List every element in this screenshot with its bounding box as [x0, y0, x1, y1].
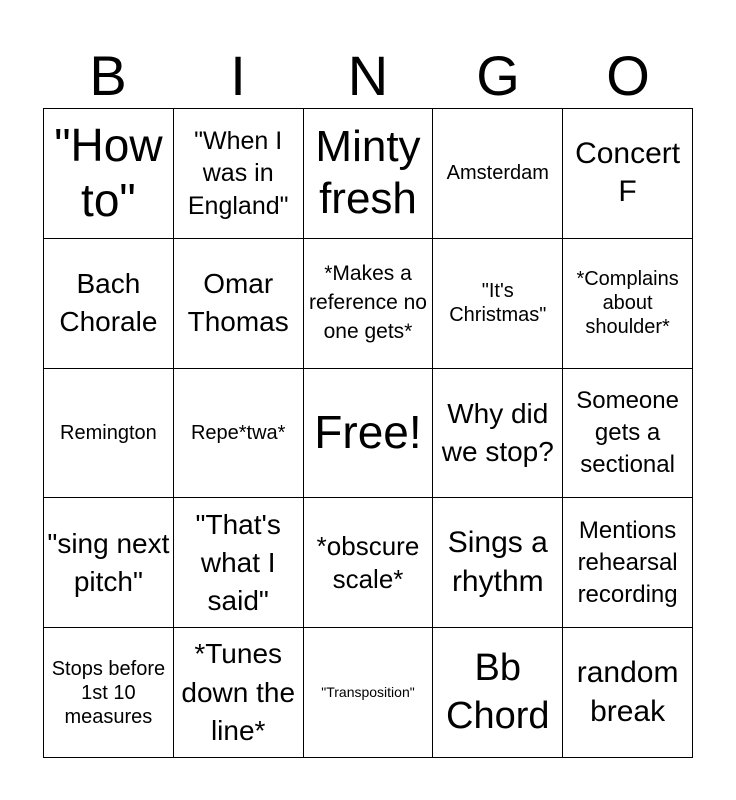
cell-text: *Tunes down the line*	[181, 638, 296, 746]
bingo-header	[43, 44, 693, 108]
cell-text: Remington	[60, 421, 157, 444]
header-letter-g: G	[476, 44, 520, 107]
cell-text: Concert F	[575, 137, 681, 209]
bingo-cell[interactable]	[304, 628, 434, 758]
bingo-cell[interactable]	[174, 239, 304, 369]
cell-text: Sings a rhythm	[447, 526, 548, 598]
cell-text: "sing next pitch"	[47, 527, 170, 597]
bingo-cell[interactable]	[44, 369, 174, 499]
header-letter-n: N	[347, 44, 389, 107]
cell-text: Repe*twa*	[190, 421, 286, 444]
bingo-cell[interactable]	[304, 498, 434, 628]
cell-text: *obscure scale*	[316, 530, 420, 594]
bingo-cell[interactable]	[433, 628, 563, 758]
bingo-cell[interactable]	[174, 628, 304, 758]
header-letter-b: B	[89, 44, 127, 107]
bingo-cell[interactable]	[304, 369, 434, 499]
header-letter-o: O	[606, 44, 650, 107]
cell-text: random break	[576, 656, 679, 728]
bingo-cell[interactable]	[563, 239, 693, 369]
bingo-cell[interactable]	[44, 109, 174, 239]
cell-text: *Makes a reference no one gets*	[309, 261, 427, 343]
cell-text: "How to"	[54, 119, 163, 227]
cell-text: "That's what I said"	[195, 508, 281, 616]
cell-text: Amsterdam	[446, 162, 549, 185]
bingo-cell[interactable]	[174, 369, 304, 499]
cell-text: Bach Chorale	[59, 268, 158, 338]
cell-text: *Complains about shoulder*	[576, 268, 679, 339]
cell-text: Minty fresh	[315, 122, 421, 224]
cell-text: Stops before 1st 10 measures	[51, 657, 166, 728]
bingo-cell[interactable]	[563, 498, 693, 628]
cell-text: Free!	[314, 406, 422, 459]
bingo-cell[interactable]	[433, 109, 563, 239]
bingo-cell[interactable]	[44, 628, 174, 758]
cell-text: Bb Chord	[446, 647, 550, 737]
cell-text: Why did we stop?	[441, 397, 554, 467]
cell-text: "It's Christmas"	[449, 280, 547, 327]
header-letter-i: I	[230, 44, 246, 107]
cell-text: "Transposition"	[321, 684, 415, 701]
bingo-cell[interactable]	[174, 109, 304, 239]
bingo-cell[interactable]	[44, 498, 174, 628]
cell-text: "When I was in England"	[187, 126, 289, 220]
bingo-cell[interactable]	[433, 239, 563, 369]
cell-text: Mentions rehearsal recording	[577, 517, 678, 608]
bingo-cell[interactable]	[44, 239, 174, 369]
bingo-cell[interactable]	[304, 109, 434, 239]
bingo-grid	[43, 108, 693, 758]
bingo-cell[interactable]	[304, 239, 434, 369]
cell-text: Someone gets a sectional	[576, 387, 679, 478]
bingo-cell[interactable]	[563, 109, 693, 239]
bingo-cell[interactable]	[433, 498, 563, 628]
bingo-cell[interactable]	[563, 369, 693, 499]
bingo-cell[interactable]	[563, 628, 693, 758]
cell-text: Omar Thomas	[187, 268, 289, 338]
bingo-cell[interactable]	[174, 498, 304, 628]
bingo-cell[interactable]	[433, 369, 563, 499]
